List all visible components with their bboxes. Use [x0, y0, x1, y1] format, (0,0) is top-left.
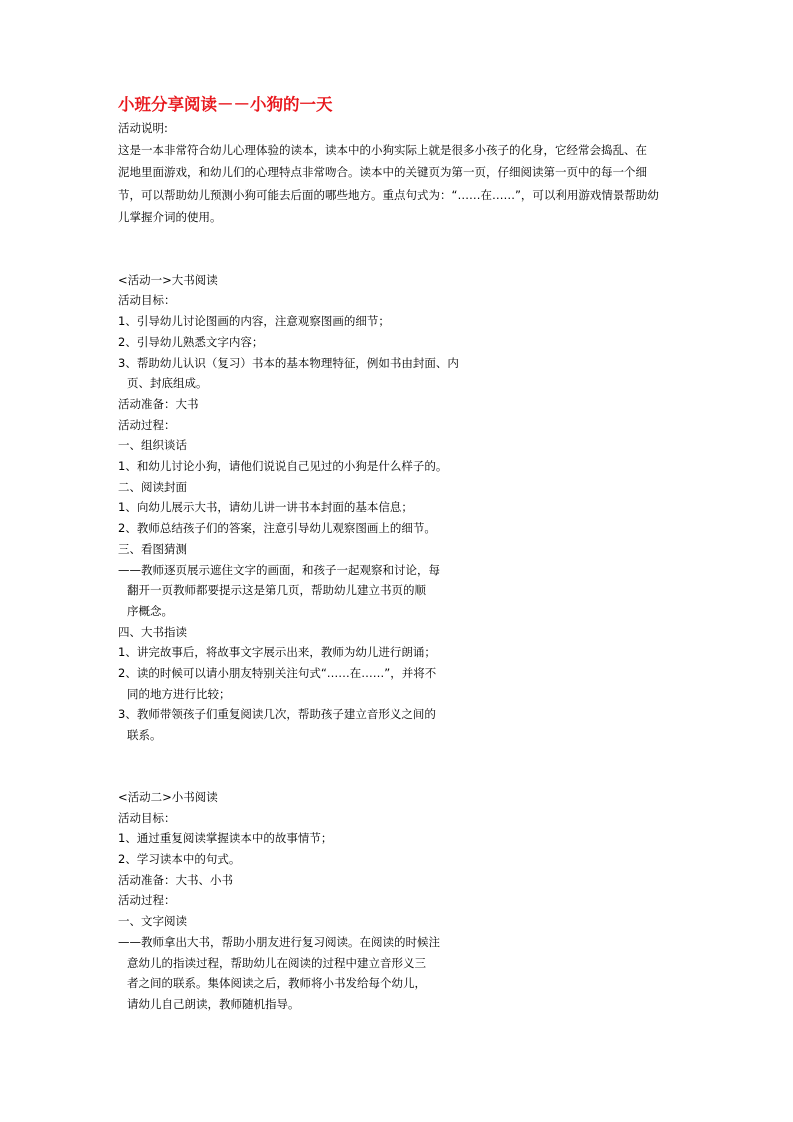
activity-one-step-1-title: 一、组织谈话	[118, 438, 187, 453]
section-spacer	[118, 746, 688, 787]
intro-line: 这是一本非常符合幼儿心理体验的读本，读本中的小狗实际上就是很多小孩子的化身，它经常会捣乱、在	[118, 142, 647, 157]
activity-one-section	[118, 270, 688, 746]
activity-one-step-3-title: 三、看图猜测	[118, 541, 187, 556]
intro-line: 节，可以帮助幼儿预测小狗可能去后面的哪些地方。重点句式为：“……在……”，可以利用游戏情景帮助幼	[118, 187, 659, 202]
section-spacer	[118, 229, 688, 270]
activity-one-step-4-item-3: 3、教师带领孩子们重复阅读几次，帮助孩子建立音形义之间的	[118, 707, 436, 722]
intro-line: 儿掌握介词的使用。	[118, 210, 222, 225]
activity-one-step-4-item-2-cont: 同的地方进行比较；	[127, 686, 231, 701]
activity-one-goal-2: 2、引导幼儿熟悉文字内容；	[118, 334, 264, 349]
activity-one-step-3-text-cont: 序概念。	[127, 603, 173, 618]
activity-one-step-3-text-cont: 翻开一页教师都要提示这是第几页，帮助幼儿建立书页的顺	[127, 583, 426, 598]
activity-one-step-1-item-1: 1、和幼儿讨论小狗，请他们说说自己见过的小狗是什么样子的。	[118, 459, 448, 474]
activity-one-heading: <活动一>大书阅读	[118, 272, 218, 287]
activity-two-process-label: 活动过程：	[118, 893, 176, 908]
intro-paragraph	[118, 139, 678, 229]
activity-one-step-4-item-1: 1、讲完故事后，将故事文字展示出来，教师为幼儿进行朗诵；	[118, 645, 436, 660]
activity-one-prep: 活动准备：大书	[118, 396, 199, 411]
activity-two-step-1-text: ——教师拿出大书，帮助小朋友进行复习阅读。在阅读的时候注	[118, 934, 440, 949]
activity-two-step-1-text-cont: 者之间的联系。集体阅读之后，教师将小书发给每个幼儿，	[127, 976, 426, 991]
activity-two-goals-label: 活动目标：	[118, 810, 176, 825]
activity-one-goal-1: 1、引导幼儿讨论图画的内容，注意观察图画的细节；	[118, 314, 390, 329]
activity-one-process-label: 活动过程：	[118, 417, 176, 432]
activity-two-step-1-title: 一、文字阅读	[118, 914, 187, 929]
activity-one-step-4-item-3-cont: 联系。	[127, 728, 162, 743]
activity-one-step-3-text: ——教师逐页展示遮住文字的画面，和孩子一起观察和讨论，每	[118, 562, 440, 577]
document-body	[118, 94, 688, 1015]
activity-two-step-1-text-cont: 意幼儿的指读过程，帮助幼儿在阅读的过程中建立音形义三	[127, 955, 426, 970]
intro-line: 泥地里面游戏，和幼儿们的心理特点非常吻合。读本中的关键页为第一页，仔细阅读第一页中的每一个细	[118, 165, 647, 180]
activity-one-step-2-item-2: 2、教师总结孩子们的答案，注意引导幼儿观察图画上的细节。	[118, 521, 436, 536]
activity-one-step-2-item-1: 1、向幼儿展示大书，请幼儿讲一讲书本封面的基本信息；	[118, 500, 413, 515]
activity-one-step-4-item-2: 2、读的时候可以请小朋友特别关注句式“……在……”，并将不	[118, 666, 437, 681]
activity-one-goals-label: 活动目标：	[118, 293, 176, 308]
activity-two-section	[118, 787, 688, 1015]
intro-heading: 活动说明:	[118, 121, 168, 135]
activity-two-heading: <活动二>小书阅读	[118, 789, 218, 804]
activity-one-goal-3: 3、帮助幼儿认识（复习）书本的基本物理特征，例如书由封面、内	[118, 355, 459, 370]
document-title: 小班分享阅读－－小狗的一天	[118, 95, 333, 114]
activity-two-goal-2: 2、学习读本中的句式。	[118, 851, 241, 866]
activity-one-goal-3-cont: 页、封底组成。	[127, 376, 208, 391]
activity-one-step-4-title: 四、大书指读	[118, 624, 187, 639]
activity-two-goal-1: 1、通过重复阅读掌握读本中的故事情节；	[118, 831, 333, 846]
activity-two-prep: 活动准备：大书、小书	[118, 872, 233, 887]
activity-two-step-1-text-cont: 请幼儿自己朗读，教师随机指导。	[127, 996, 300, 1011]
activity-one-step-2-title: 二、阅读封面	[118, 479, 187, 494]
